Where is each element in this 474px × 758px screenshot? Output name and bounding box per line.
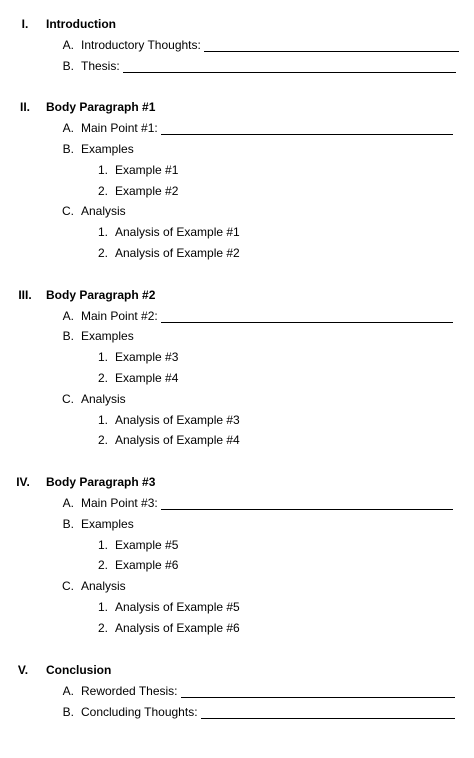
item-marker: 2.	[97, 433, 108, 447]
item-marker: 1.	[97, 350, 108, 364]
section-numeral: IV.	[16, 475, 30, 489]
fill-in-blank[interactable]	[123, 61, 456, 73]
outline-item	[62, 517, 134, 531]
item-marker: 1.	[97, 163, 108, 177]
item-marker: C.	[62, 392, 74, 406]
outline-item	[62, 309, 453, 323]
outline-subitem	[96, 413, 240, 427]
outline-item	[62, 579, 126, 593]
item-label: Example #5	[115, 538, 179, 552]
item-marker: B.	[62, 59, 74, 73]
section-title: Body Paragraph #1	[46, 100, 156, 114]
outline-subitem	[96, 225, 240, 239]
section-title: Introduction	[46, 17, 116, 31]
item-label: Thesis:	[81, 59, 120, 73]
item-label: Concluding Thoughts:	[81, 705, 198, 719]
item-label: Main Point #2:	[81, 309, 158, 323]
outline-subitem	[96, 600, 240, 614]
item-marker: 2.	[97, 558, 108, 572]
item-marker: A.	[62, 496, 74, 510]
item-label: Main Point #1:	[81, 121, 158, 135]
item-label: Examples	[81, 142, 134, 156]
item-marker: B.	[62, 329, 74, 343]
outline-subitem	[96, 350, 178, 364]
item-marker: 1.	[97, 538, 108, 552]
item-marker: B.	[62, 517, 74, 531]
item-marker: A.	[62, 121, 74, 135]
section-numeral: I.	[21, 17, 29, 31]
item-label: Examples	[81, 517, 134, 531]
item-marker: 2.	[97, 371, 108, 385]
item-label: Analysis of Example #6	[115, 621, 240, 635]
outline-subitem	[96, 246, 240, 260]
fill-in-blank[interactable]	[161, 311, 453, 323]
outline-subitem	[96, 163, 178, 177]
item-label: Analysis	[81, 579, 126, 593]
outline-item	[62, 38, 459, 52]
item-marker: A.	[62, 684, 74, 698]
item-label: Example #4	[115, 371, 179, 385]
outline-subitem	[96, 184, 178, 198]
item-marker: 2.	[97, 184, 108, 198]
outline-subitem	[96, 371, 178, 385]
outline-subitem	[96, 558, 178, 572]
outline-item	[62, 705, 455, 719]
item-marker: C.	[62, 204, 74, 218]
outline-subitem	[96, 433, 240, 447]
section-numeral: V.	[17, 663, 29, 677]
item-label: Examples	[81, 329, 134, 343]
outline-item	[62, 121, 453, 135]
fill-in-blank[interactable]	[201, 707, 455, 719]
section-title: Body Paragraph #3	[46, 475, 156, 489]
section-numeral: III.	[18, 288, 32, 302]
item-marker: B.	[62, 142, 74, 156]
item-label: Analysis of Example #1	[115, 225, 240, 239]
section-title: Conclusion	[46, 663, 112, 677]
outline-item	[62, 684, 455, 698]
item-marker: A.	[62, 38, 74, 52]
outline-item	[62, 392, 126, 406]
item-label: Example #6	[115, 558, 179, 572]
item-label: Main Point #3:	[81, 496, 158, 510]
outline-item	[62, 142, 134, 156]
outline-item	[62, 204, 126, 218]
item-label: Analysis	[81, 204, 126, 218]
outline-subitem	[96, 538, 178, 552]
item-marker: 1.	[97, 413, 108, 427]
item-marker: C.	[62, 579, 74, 593]
item-marker: 2.	[97, 621, 108, 635]
item-label: Introductory Thoughts:	[81, 38, 201, 52]
section-title: Body Paragraph #2	[46, 288, 156, 302]
outline-item	[62, 329, 134, 343]
fill-in-blank[interactable]	[161, 498, 453, 510]
section-numeral: II.	[19, 100, 30, 114]
item-label: Analysis of Example #2	[115, 246, 240, 260]
item-marker: 1.	[97, 225, 108, 239]
fill-in-blank[interactable]	[161, 123, 453, 135]
outline-item	[62, 496, 453, 510]
item-label: Analysis of Example #5	[115, 600, 240, 614]
item-label: Reworded Thesis:	[81, 684, 178, 698]
item-label: Example #3	[115, 350, 179, 364]
item-label: Analysis of Example #4	[115, 433, 240, 447]
item-marker: B.	[62, 705, 74, 719]
item-label: Example #2	[115, 184, 179, 198]
item-label: Analysis	[81, 392, 126, 406]
outline-item	[62, 59, 456, 73]
item-marker: A.	[62, 309, 74, 323]
fill-in-blank[interactable]	[181, 686, 455, 698]
item-label: Analysis of Example #3	[115, 413, 240, 427]
item-marker: 1.	[97, 600, 108, 614]
item-marker: 2.	[97, 246, 108, 260]
outline-subitem	[96, 621, 240, 635]
item-label: Example #1	[115, 163, 179, 177]
fill-in-blank[interactable]	[204, 40, 459, 52]
